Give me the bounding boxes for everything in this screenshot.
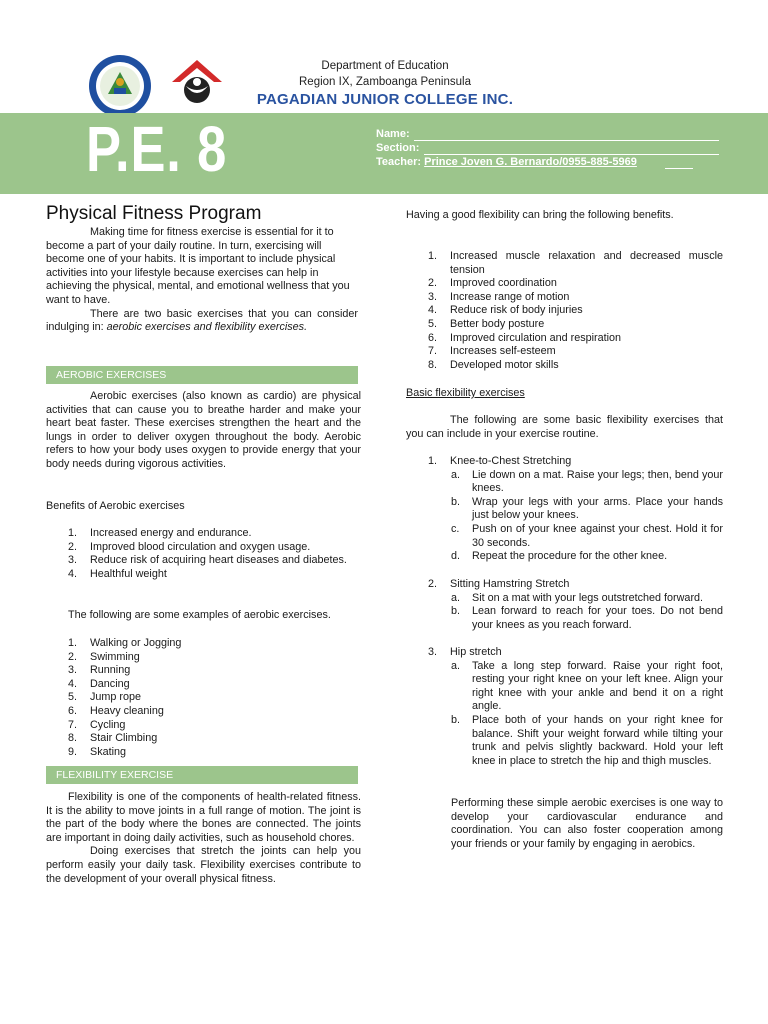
intro-text-2a: There are two basic exercises that you can consider indulging in: <box>46 307 358 334</box>
exercise-step: b. Place both of your hands on your right knee for balance. Shift your weight forward while tilting your trunk and pelvis slightly backward. Hold your left knee in place to stretch the hip and thigh muscles. <box>451 713 723 767</box>
subject-title: P.E. 8 <box>86 113 228 185</box>
list-item: 6. Heavy cleaning <box>68 704 164 717</box>
list-item: 3. Reduce risk of acquiring heart diseases and diabetes. <box>68 554 347 567</box>
flexibility-header: FLEXIBILITY EXERCISE <box>56 769 174 781</box>
list-item: 5. Jump rope <box>68 691 142 704</box>
list-item: 1. Walking or Jogging <box>68 637 182 649</box>
exercise-hamstring <box>406 578 723 632</box>
aerobic-header-bar <box>46 366 358 384</box>
flex-benefits-list <box>406 250 723 372</box>
list-item: 1. Increased energy and endurance. <box>68 527 252 539</box>
intro-text-1: Making time for fitness exercise is essential for it to become a part of your daily routine. In turn, exercising will become one of your habits. It is important to include physical activities into your lifestyle because exercises can help in achieving the physical, mental, and emotional wellness that you want to have. <box>46 226 350 306</box>
college-name: PAGADIAN JUNIOR COLLEGE INC. <box>256 91 514 108</box>
list-item: 2. Swimming <box>68 650 140 663</box>
examples-list <box>46 637 358 759</box>
list-item: 1. Increased muscle relaxation and decreased muscle tension <box>428 250 723 276</box>
page-title: Physical Fitness Program <box>46 203 262 224</box>
benefits-title: Benefits of Aerobic exercises <box>46 500 185 512</box>
aerobic-paragraph: Aerobic exercises (also known as cardio) are physical activities that can cause you to breathe harder and make your heart beat faster. These exercises strengthen the heart and the lungs in order to deliver oxygen throughout the body. Aerobic refers to how your body uses oxygen to provide energy that your body needs during vigorous activities. <box>46 390 361 470</box>
school-seal-logo <box>88 54 152 118</box>
teacher-value: Prince Joven G. Bernardo/0955-885-5969 <box>424 156 637 168</box>
teacher-label: Teacher: <box>376 156 422 168</box>
exercise-step: b. Lean forward to reach for your toes. Do not bend your knees as you reach forward. <box>451 605 723 631</box>
basic-flexibility-intro: The following are some basic flexibility exercises that you can include in your exercise routine. <box>406 414 723 440</box>
college-logo <box>168 56 226 106</box>
exercise-title: 1. Knee-to-Chest Stretching <box>428 455 572 467</box>
teacher-field <box>376 156 637 168</box>
closing-paragraph: Performing these simple aerobic exercises is one way to develop your cardiovascular endurance and coordination. You can also foster cooperation among your friends or your family by engaging in aerobics. <box>451 797 723 850</box>
flex-text-1: Flexibility is one of the components of health-related fitness. It is the ability to move joints in a full range of motion. The joint is the part of the body where the bones are connected. The joints are important in doing daily activities, such as household chores. <box>46 791 361 844</box>
exercise-title: 3. Hip stretch <box>428 646 502 658</box>
exercise-step: a. Take a long step forward. Raise your right foot, resting your right knee on your left knee. Align your right knee with your ankle and bend it on a right angle. <box>451 659 723 713</box>
exercise-step: a. Sit on a mat with your legs outstretched forward. <box>451 591 704 604</box>
intro-text-2b: aerobic exercises and flexibility exercises. <box>106 321 308 334</box>
list-item: 9. Skating <box>68 745 127 758</box>
flexibility-paragraph <box>46 791 361 886</box>
exercise-hip-stretch <box>406 646 723 768</box>
teacher-underline <box>665 168 693 169</box>
benefits-list <box>46 527 361 581</box>
list-item: 3. Running <box>68 664 131 677</box>
list-item: 4. Healthful weight <box>68 567 167 580</box>
aerobic-header: AEROBIC EXERCISES <box>56 369 167 381</box>
exercise-step: c. Push on of your knee against your chest. Hold it for 30 seconds. <box>451 522 723 549</box>
list-item: 4. Dancing <box>68 677 130 690</box>
flex-benefits-intro: Having a good flexibility can bring the following benefits. <box>406 209 674 221</box>
exercise-step: d. Repeat the procedure for the other knee. <box>451 550 668 563</box>
list-item: 6. Improved circulation and respiration <box>428 331 622 344</box>
name-label: Name: <box>376 128 410 140</box>
list-item: 5. Better body posture <box>428 317 545 330</box>
list-item: 2. Improved coordination <box>428 277 557 290</box>
list-item: 3. Increase range of motion <box>428 290 570 303</box>
intro-text-2 <box>46 308 358 335</box>
list-item: 2. Improved blood circulation and oxygen usage. <box>68 540 311 553</box>
list-item: 4. Reduce risk of body injuries <box>428 304 583 317</box>
list-item: 7. Increases self-esteem <box>428 345 556 358</box>
section-field[interactable] <box>424 154 719 155</box>
list-item: 7. Cycling <box>68 718 126 731</box>
intro-paragraph <box>46 226 358 335</box>
section-label: Section: <box>376 142 420 154</box>
department-name: Department of Education <box>321 60 449 72</box>
flex-text-2: Doing exercises that stretch the joints can help you perform easily your daily task. Flexibility exercises contribute to the development of your overall physical fitness. <box>46 845 361 885</box>
exercise-knee-to-chest <box>406 455 723 564</box>
exercise-title: 2. Sitting Hamstring Stretch <box>428 578 570 590</box>
exercise-step: a. Lie down on a mat. Raise your legs; then, bend your knees. <box>451 468 723 495</box>
flexibility-header-bar <box>46 766 358 784</box>
exercise-step: b. Wrap your legs with your arms. Place your hands just below your knees. <box>451 495 723 522</box>
list-item: 8. Stair Climbing <box>68 732 158 745</box>
name-field[interactable] <box>414 140 719 141</box>
basic-flexibility-title: Basic flexibility exercises <box>406 387 525 399</box>
region-name: Region IX, Zamboanga Peninsula <box>299 76 471 88</box>
examples-intro: The following are some examples of aerobic exercises. <box>68 609 331 621</box>
list-item: 8. Developed motor skills <box>428 358 559 371</box>
